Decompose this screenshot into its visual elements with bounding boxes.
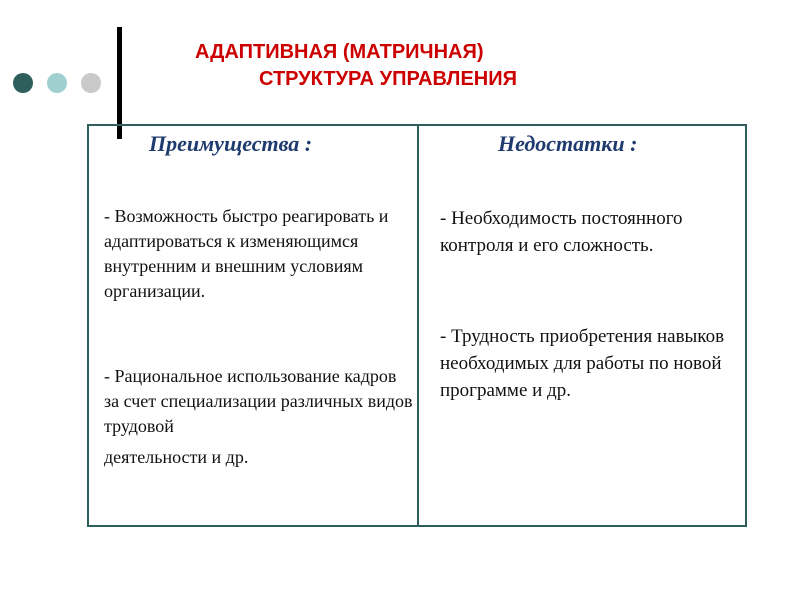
decor-dot-light — [47, 73, 67, 93]
advantages-header: Преимущества : — [149, 131, 313, 156]
decor-dot-dark — [13, 73, 33, 93]
decor-vertical-bar — [117, 27, 122, 139]
advantage-item-1: - Возможность быстро реагировать и адаптироваться к изменяющимся внутренним и внешним условиям организации. — [104, 206, 389, 301]
disadvantages-header: Недостатки : — [498, 131, 638, 156]
advantage-item-2: - Рациональное использование кадров за счет специализации различных видов трудовой — [104, 366, 413, 436]
decor-dot-gray — [81, 73, 101, 93]
slide-title-line-2: СТРУКТУРА УПРАВЛЕНИЯ — [259, 68, 517, 90]
disadvantage-item-1: - Необходимость постоянного контроля и его сложность. — [440, 208, 683, 256]
disadvantage-item-2: - Трудность приобретения навыков необходимых для работы по новой программе и др. — [440, 326, 725, 401]
slide-title-line-1: АДАПТИВНАЯ (МАТРИЧНАЯ) — [195, 41, 484, 63]
table-column-divider — [417, 126, 419, 525]
advantage-item-2-continued: деятельности и др. — [104, 447, 249, 467]
